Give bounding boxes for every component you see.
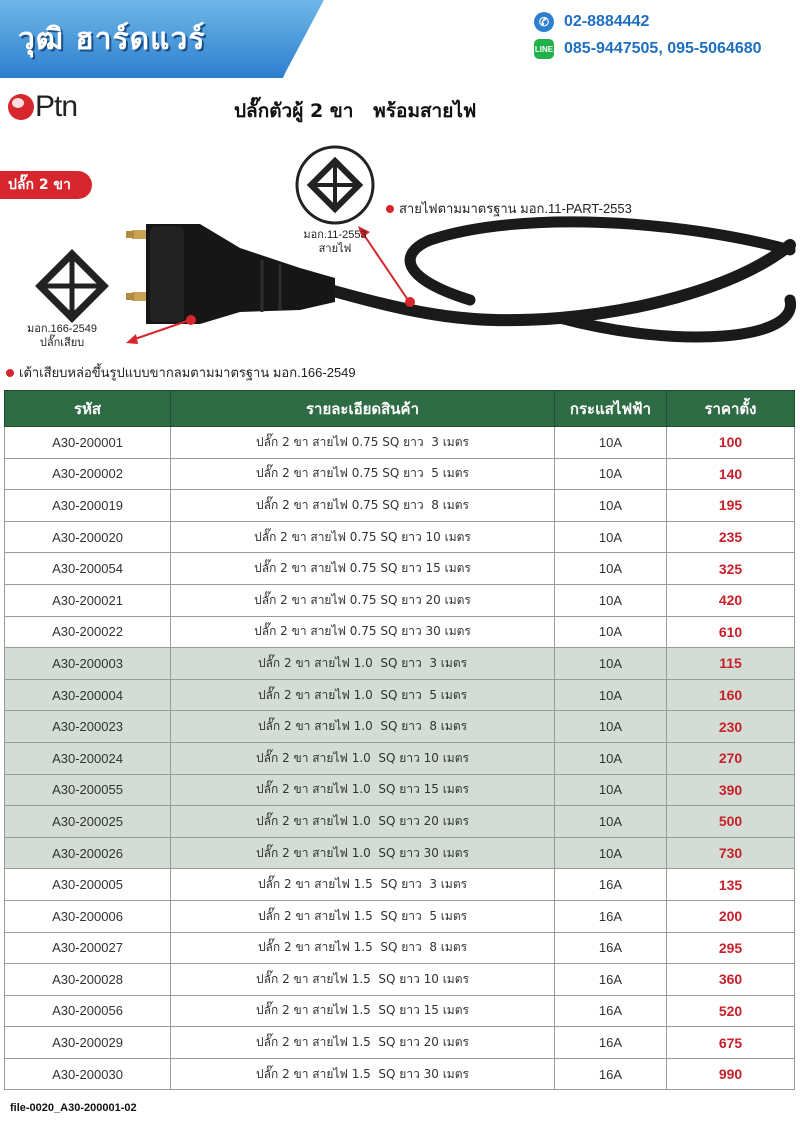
product-price: 195: [667, 490, 795, 522]
product-price: 500: [667, 806, 795, 838]
table-row: [5, 869, 795, 901]
line-numbers: 085-9447505, 095-5064680: [564, 40, 762, 57]
page-title: ปลั๊กตัวผู้ 2 ขา พร้อมสายไฟ: [234, 100, 477, 122]
table-row: [5, 837, 795, 869]
product-current: 10A: [555, 584, 667, 616]
product-current: 16A: [555, 1058, 667, 1090]
product-current: 10A: [555, 427, 667, 459]
table-row: [5, 1027, 795, 1059]
product-code: A30-200004: [5, 679, 171, 711]
phone-number: 02-8884442: [564, 13, 650, 30]
product-description: ปลั๊ก 2 ขา สายไฟ 1.5 SQ ยาว 5 เมตร: [171, 900, 555, 932]
product-current: 16A: [555, 995, 667, 1027]
product-current: 10A: [555, 521, 667, 553]
tis-cable-mark-icon: [297, 147, 373, 223]
table-row: [5, 711, 795, 743]
product-price: 360: [667, 964, 795, 996]
header-price: ราคาตั้ง: [667, 391, 795, 427]
product-current: 10A: [555, 774, 667, 806]
product-current: 10A: [555, 490, 667, 522]
product-tag: ปลั๊ก 2 ขา: [0, 171, 92, 199]
contact-phone[interactable]: [534, 12, 649, 32]
table-row: [5, 900, 795, 932]
line-app-icon: LINE: [534, 39, 554, 59]
product-price: 420: [667, 584, 795, 616]
logo-dot-icon: [8, 94, 34, 120]
product-code: A30-200021: [5, 584, 171, 616]
product-code: A30-200054: [5, 553, 171, 585]
product-description: ปลั๊ก 2 ขา สายไฟ 0.75 SQ ยาว 3 เมตร: [171, 427, 555, 459]
cable-standard-note: สายไฟตามมาตรฐาน มอก.11-PART-2553: [386, 198, 632, 219]
product-code: A30-200001: [5, 427, 171, 459]
product-current: 10A: [555, 742, 667, 774]
product-code: A30-200003: [5, 648, 171, 680]
product-price: 115: [667, 648, 795, 680]
product-current: 16A: [555, 900, 667, 932]
product-description: ปลั๊ก 2 ขา สายไฟ 1.5 SQ ยาว 20 เมตร: [171, 1027, 555, 1059]
product-description: ปลั๊ก 2 ขา สายไฟ 1.5 SQ ยาว 30 เมตร: [171, 1058, 555, 1090]
product-code: A30-200022: [5, 616, 171, 648]
product-description: ปลั๊ก 2 ขา สายไฟ 1.0 SQ ยาว 3 เมตร: [171, 648, 555, 680]
product-price: 140: [667, 458, 795, 490]
product-current: 16A: [555, 1027, 667, 1059]
product-price: 270: [667, 742, 795, 774]
plug-standard-note: เต้าเสียบหล่อขึ้นรูปแบบขากลมตามมาตรฐาน มอก.166-2549: [6, 362, 356, 383]
product-price: 100: [667, 427, 795, 459]
product-price: 295: [667, 932, 795, 964]
header-current: กระแสไฟฟ้า: [555, 391, 667, 427]
product-code: A30-200056: [5, 995, 171, 1027]
price-table: [4, 390, 795, 1090]
product-description: ปลั๊ก 2 ขา สายไฟ 0.75 SQ ยาว 15 เมตร: [171, 553, 555, 585]
product-description: ปลั๊ก 2 ขา สายไฟ 1.5 SQ ยาว 10 เมตร: [171, 964, 555, 996]
product-code: A30-200028: [5, 964, 171, 996]
product-current: 10A: [555, 806, 667, 838]
product-code: A30-200029: [5, 1027, 171, 1059]
product-current: 10A: [555, 648, 667, 680]
product-current: 16A: [555, 964, 667, 996]
cable-icon: [330, 245, 790, 320]
table-row: [5, 584, 795, 616]
product-price: 675: [667, 1027, 795, 1059]
product-current: 10A: [555, 837, 667, 869]
product-description: ปลั๊ก 2 ขา สายไฟ 0.75 SQ ยาว 5 เมตร: [171, 458, 555, 490]
bullet-icon: [386, 205, 394, 213]
product-description: ปลั๊ก 2 ขา สายไฟ 1.5 SQ ยาว 3 เมตร: [171, 869, 555, 901]
table-row: [5, 964, 795, 996]
tis-plug-mark-icon: [40, 254, 104, 318]
table-row: [5, 458, 795, 490]
product-code: A30-200005: [5, 869, 171, 901]
product-description: ปลั๊ก 2 ขา สายไฟ 1.0 SQ ยาว 30 เมตร: [171, 837, 555, 869]
table-row: [5, 521, 795, 553]
header-description: รายละเอียดสินค้า: [171, 391, 555, 427]
product-current: 16A: [555, 932, 667, 964]
cable-mark-caption: มอก.11-2553 สายไฟ: [303, 229, 367, 255]
product-description: ปลั๊ก 2 ขา สายไฟ 0.75 SQ ยาว 10 เมตร: [171, 521, 555, 553]
product-description: ปลั๊ก 2 ขา สายไฟ 0.75 SQ ยาว 20 เมตร: [171, 584, 555, 616]
contact-line[interactable]: [534, 39, 762, 59]
product-code: A30-200030: [5, 1058, 171, 1090]
table-row: [5, 774, 795, 806]
table-row: [5, 553, 795, 585]
table-row: [5, 616, 795, 648]
product-code: A30-200020: [5, 521, 171, 553]
shop-name: วุฒิ ฮาร์ดแวร์: [18, 22, 206, 57]
product-code: A30-200026: [5, 837, 171, 869]
product-current: 10A: [555, 458, 667, 490]
product-code: A30-200055: [5, 774, 171, 806]
product-price: 235: [667, 521, 795, 553]
product-description: ปลั๊ก 2 ขา สายไฟ 1.5 SQ ยาว 8 เมตร: [171, 932, 555, 964]
product-current: 16A: [555, 869, 667, 901]
product-description: ปลั๊ก 2 ขา สายไฟ 0.75 SQ ยาว 8 เมตร: [171, 490, 555, 522]
product-code: A30-200025: [5, 806, 171, 838]
table-row: [5, 427, 795, 459]
product-price: 520: [667, 995, 795, 1027]
product-code: A30-200002: [5, 458, 171, 490]
table-header-row: [5, 391, 795, 427]
logo-text: Ptn: [35, 90, 78, 123]
product-illustration: [0, 140, 800, 390]
product-price: 990: [667, 1058, 795, 1090]
table-row: [5, 490, 795, 522]
table-row: [5, 806, 795, 838]
plug-mark-caption: มอก.166-2549 ปลั๊กเสียบ: [26, 323, 98, 349]
product-code: A30-200019: [5, 490, 171, 522]
product-code: A30-200027: [5, 932, 171, 964]
product-price: 730: [667, 837, 795, 869]
product-description: ปลั๊ก 2 ขา สายไฟ 1.0 SQ ยาว 5 เมตร: [171, 679, 555, 711]
table-row: [5, 648, 795, 680]
product-code: A30-200023: [5, 711, 171, 743]
product-current: 10A: [555, 616, 667, 648]
table-row: [5, 995, 795, 1027]
product-current: 10A: [555, 711, 667, 743]
table-row: [5, 742, 795, 774]
file-name: file-0020_A30-200001-02: [10, 1102, 137, 1114]
product-description: ปลั๊ก 2 ขา สายไฟ 1.0 SQ ยาว 20 เมตร: [171, 806, 555, 838]
phone-icon: ✆: [534, 12, 554, 32]
product-description: ปลั๊ก 2 ขา สายไฟ 1.0 SQ ยาว 15 เมตร: [171, 774, 555, 806]
product-description: ปลั๊ก 2 ขา สายไฟ 1.5 SQ ยาว 15 เมตร: [171, 995, 555, 1027]
product-code: A30-200024: [5, 742, 171, 774]
product-description: ปลั๊ก 2 ขา สายไฟ 0.75 SQ ยาว 30 เมตร: [171, 616, 555, 648]
product-price: 160: [667, 679, 795, 711]
product-price: 610: [667, 616, 795, 648]
product-description: ปลั๊ก 2 ขา สายไฟ 1.0 SQ ยาว 10 เมตร: [171, 742, 555, 774]
product-current: 10A: [555, 679, 667, 711]
table-row: [5, 679, 795, 711]
product-price: 230: [667, 711, 795, 743]
table-row: [5, 932, 795, 964]
brand-logo: [8, 90, 77, 124]
bullet-icon: [6, 369, 14, 377]
product-code: A30-200006: [5, 900, 171, 932]
product-price: 390: [667, 774, 795, 806]
product-price: 325: [667, 553, 795, 585]
product-current: 10A: [555, 553, 667, 585]
product-price: 135: [667, 869, 795, 901]
header-code: รหัส: [5, 391, 171, 427]
product-description: ปลั๊ก 2 ขา สายไฟ 1.0 SQ ยาว 8 เมตร: [171, 711, 555, 743]
product-price: 200: [667, 900, 795, 932]
table-row: [5, 1058, 795, 1090]
